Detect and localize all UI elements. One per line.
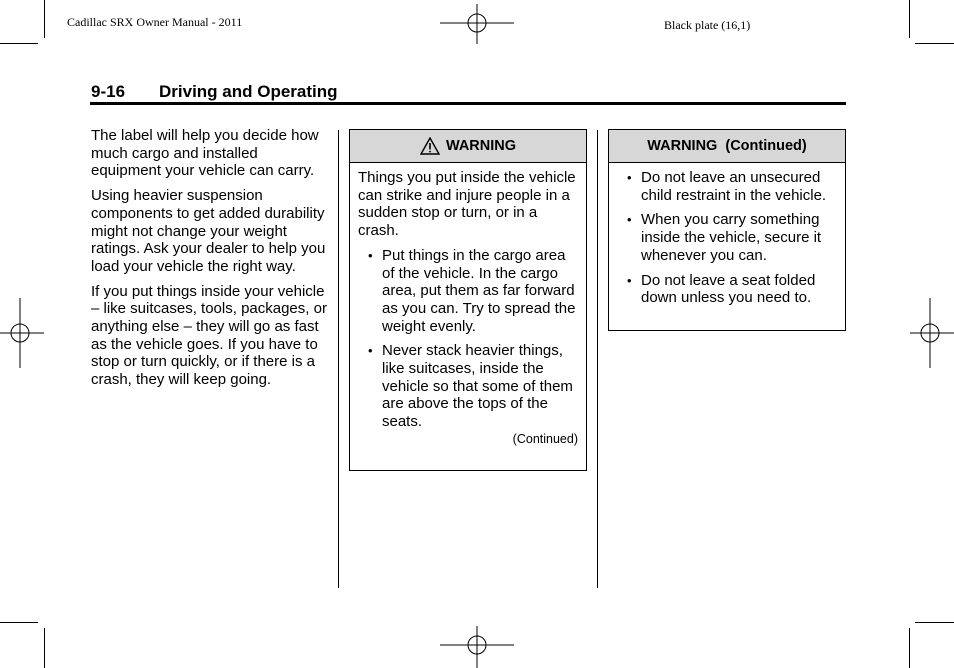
warning-continued-body: [609, 163, 845, 318]
registration-mark-right: [910, 298, 954, 368]
bullet-icon: •: [627, 170, 632, 185]
warning-continued-header: [609, 130, 845, 163]
column-divider: [338, 130, 339, 588]
list-item: [358, 342, 578, 431]
section-rule: [90, 102, 846, 105]
warning-triangle-icon: [420, 137, 440, 155]
crop-mark: [0, 43, 38, 44]
paragraph: Using heavier suspension components to get added durability might not change your weight ratings. Ask your dealer to help you load your vehicle the right way.: [91, 187, 326, 275]
crop-mark: [0, 622, 38, 623]
column-divider: [597, 130, 598, 588]
list-item: [617, 169, 837, 204]
list-item-text: Put things in the cargo area of the vehicle. In the cargo area, put them as far forward as you can. Try to spread the weight evenly.: [382, 246, 576, 335]
page-number: 9-16: [91, 82, 126, 101]
warning-continued-title: WARNING (Continued): [647, 138, 807, 154]
warning-continued-box: [608, 129, 846, 331]
list-item-text: Do not leave an unsecured child restraint in the vehicle.: [641, 169, 827, 204]
paragraph: The label will help you decide how much cargo and installed equipment your vehicle can carry.: [91, 127, 319, 180]
crop-mark: [915, 622, 954, 623]
registration-mark-top: [440, 4, 514, 44]
manual-title: Cadillac SRX Owner Manual - 2011: [67, 15, 243, 29]
continued-label: (Continued): [512, 431, 578, 446]
list-item-text: Do not leave a seat folded down unless you need to.: [641, 271, 816, 307]
bullet-icon: •: [368, 343, 373, 359]
warning-list: [358, 247, 578, 431]
warning-intro: Things you put inside the vehicle can strike and injure people in a sudden stop or turn, or in a crash.: [358, 169, 576, 240]
warning-header: [350, 130, 586, 163]
warning-continued-list: [617, 169, 837, 307]
plate-label: Black plate (16,1): [664, 18, 751, 32]
list-item: [617, 272, 837, 307]
left-column: [91, 127, 329, 396]
crop-mark: [909, 0, 910, 38]
bullet-icon: •: [627, 272, 632, 288]
crop-mark: [44, 628, 45, 668]
section-title: Driving and Operating: [159, 82, 338, 101]
warning-box: [349, 129, 587, 471]
bullet-icon: •: [368, 247, 373, 263]
paragraph: If you put things inside your vehicle – like suitcases, tools, packages, or anything else – they will go as fast as the vehicle goes. If you have to stop or turn quickly, or if there is a crash, they will keep going.: [91, 282, 327, 389]
list-item-text: Never stack heavier things, like suitcases, inside the vehicle so that some of them are above the tops of the seats.: [382, 342, 573, 431]
list-item: [358, 247, 578, 336]
crop-mark: [909, 628, 910, 668]
registration-mark-bottom: [440, 626, 514, 668]
registration-mark-left: [0, 298, 44, 368]
crop-mark: [915, 43, 954, 44]
warning-title: WARNING: [445, 138, 517, 154]
list-item-text: When you carry something inside the vehicle, secure it whenever you can.: [641, 211, 822, 264]
list-item: [617, 211, 837, 264]
warning-body: [350, 163, 586, 453]
bullet-icon: •: [627, 212, 632, 228]
crop-mark: [44, 0, 45, 38]
